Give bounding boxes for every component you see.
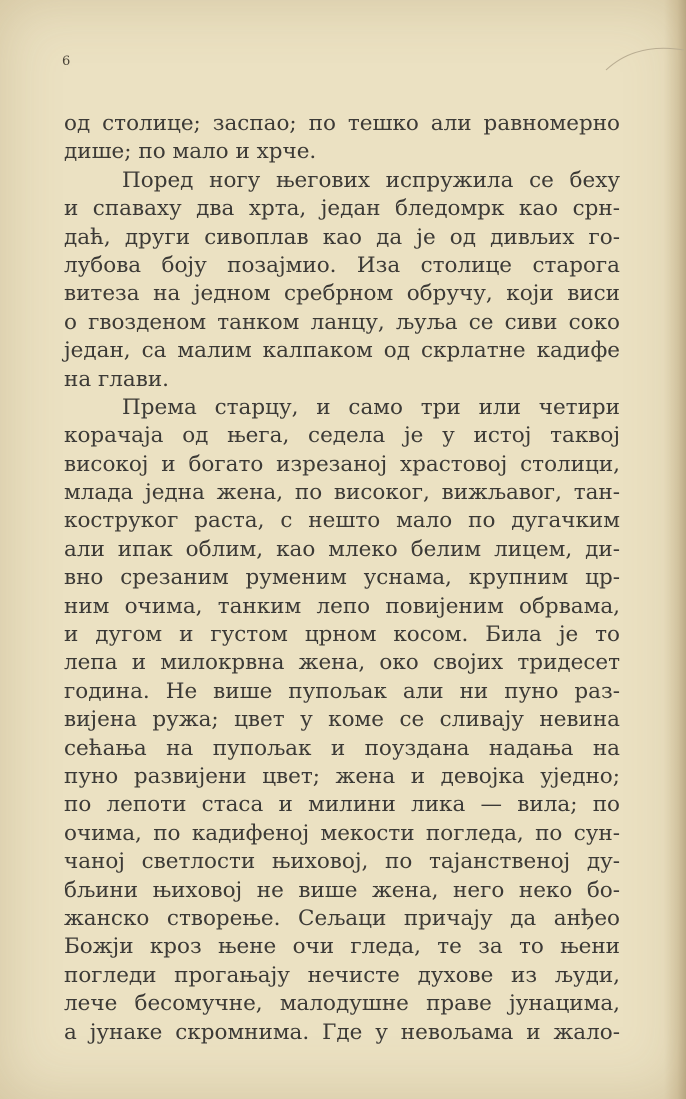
text-line: ним очима, танким лепо повијеним обрвама, <box>64 593 620 619</box>
text-line: а јунаке скромнима. Где у невољама и жало- <box>64 1019 620 1045</box>
text-line: коструког раста, с нешто мало по дугачким <box>64 508 620 534</box>
text-line: лепа и милокрвна жена, око својих тридесет <box>64 650 620 676</box>
text-line: по лепоти стаса и милини лика — вила; по <box>64 792 620 818</box>
text-line: један, са малим калпаком од скрлатне кадифе <box>64 338 620 364</box>
text-line: и спаваху два хрта, један бледомрк као срн- <box>64 196 620 222</box>
text-line: даћ, други сивоплав као да је од дивљих го- <box>64 224 620 250</box>
text-line: вно срезаним руменим уснама, крупним цр- <box>64 565 620 591</box>
text-line: о гвозденом танком ланцу, љуља се сиви соко <box>64 309 620 335</box>
text-line: лече бесомучне, малодушне праве јунацима, <box>64 991 620 1017</box>
text-line: на глави. <box>64 366 169 392</box>
page-edge-shadow <box>664 0 686 1099</box>
text-line: витеза на једном сребрном обручу, који виси <box>64 281 620 307</box>
text-line: сећања на пупољак и поуздана надања на <box>64 735 620 761</box>
text-line: бљини њиховој не више жена, него неко бо- <box>64 877 620 903</box>
text-line: високој и богато изрезаној храстовој столици, <box>64 451 620 477</box>
text-line: очима, по кадифеној мекости погледа, по сун- <box>64 820 620 846</box>
text-line: дише; по мало и хрче. <box>64 139 317 165</box>
text-line: и дугом и густом црном косом. Била је то <box>64 622 620 648</box>
paragraph <box>64 110 620 167</box>
text-line: лубова боју позајмио. Иза столице старога <box>64 252 620 278</box>
text-line: од столице; заспао; по тешко али равномерно <box>64 111 620 136</box>
body-text <box>64 110 620 1047</box>
text-line: погледи прогањају нечисте духове из људи, <box>64 962 620 988</box>
text-line: али ипак облим, као млеко белим лицем, ди- <box>64 536 620 562</box>
text-line: млада једна жена, по високог, вижљавог, тан- <box>64 480 620 506</box>
paragraph <box>64 167 620 394</box>
paragraph <box>64 394 620 1047</box>
text-line: Према старцу, и само три или четири <box>122 394 620 420</box>
text-line: Поред ногу његових испружила се беху <box>122 167 620 193</box>
page-corner-curl <box>596 40 686 80</box>
text-line: пуно развијени цвет; жена и девојка уједно; <box>64 763 620 789</box>
text-line: корачаја од њега, седела је у истој таквој <box>64 423 620 449</box>
text-line: Божји кроз њене очи гледа, те за то њени <box>64 934 620 960</box>
text-line: година. Не више пупољак али ни пуно раз- <box>64 678 620 704</box>
text-line: чаној светлости њиховој, по тајанственој ду- <box>64 849 620 875</box>
text-line: вијена ружа; цвет у коме се сливају невина <box>64 707 620 733</box>
page-number: 6 <box>62 54 71 69</box>
text-line: жанско створење. Сељаци причају да анђео <box>64 905 620 931</box>
